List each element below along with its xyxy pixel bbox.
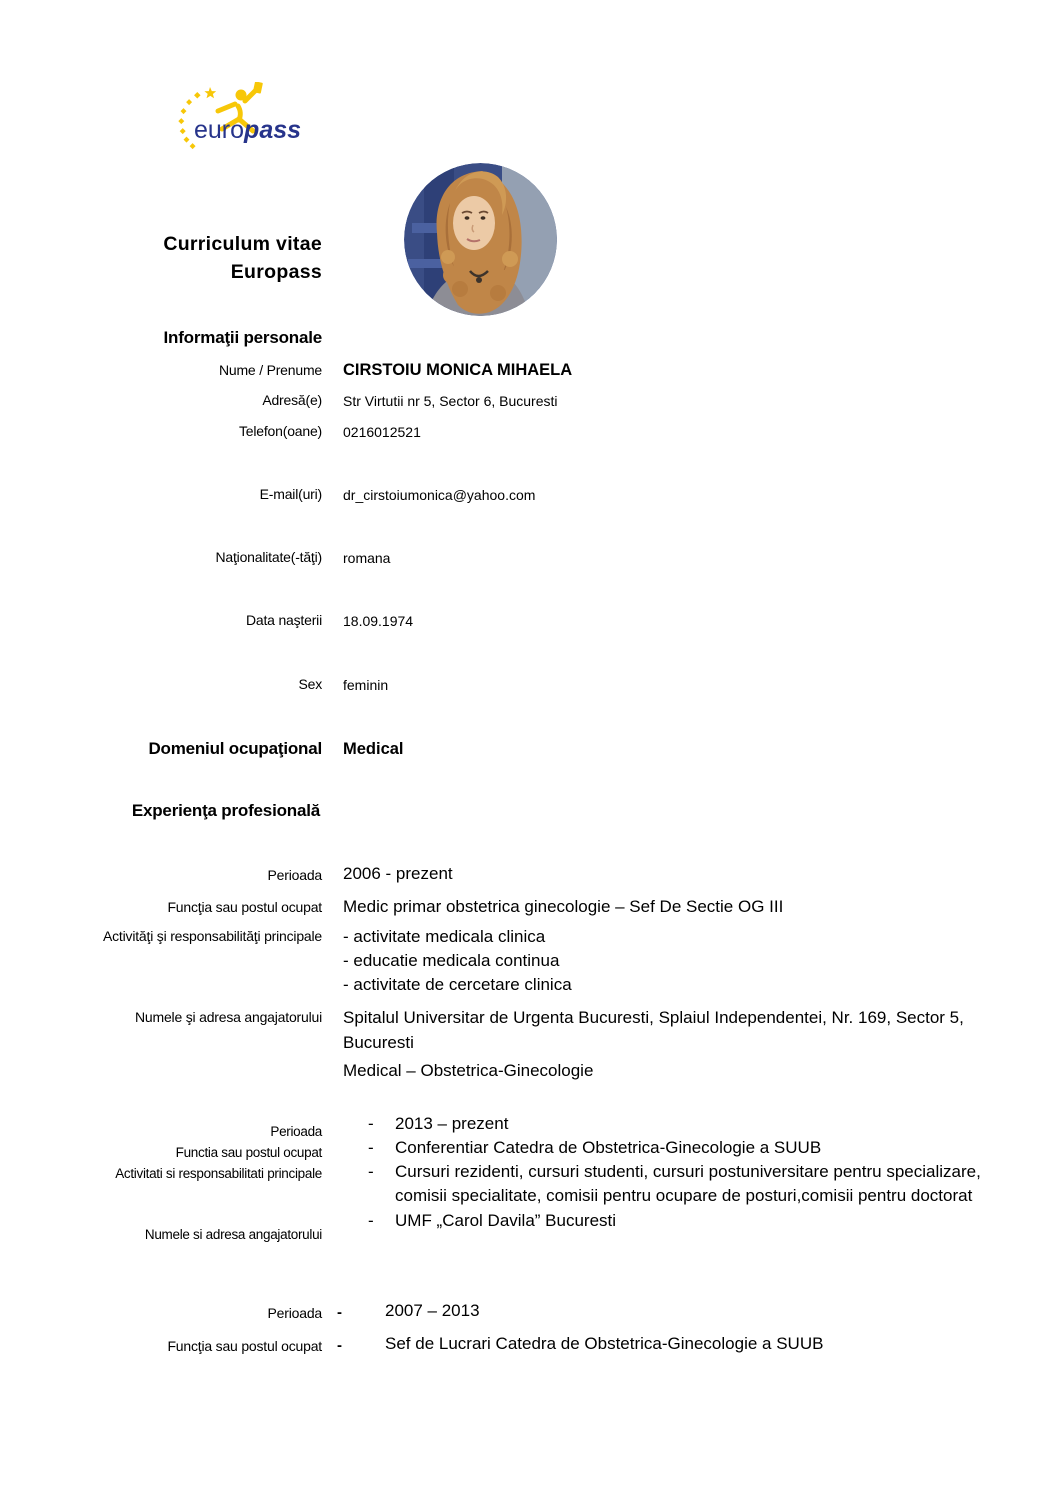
job1-activities-label: Activităţi şi responsabilităţi principale	[102, 928, 322, 944]
logo-euro-text: euro	[194, 116, 245, 144]
phone-value: 0216012521	[343, 424, 421, 440]
job1-sector-value: Medical – Obstetrica-Ginecologie	[343, 1061, 594, 1080]
bullet-dash: -	[368, 1211, 374, 1230]
job1-employer-value: Spitalul Universitar de Urgenta Bucuresti, Splaiul Independentei, Nr. 169, Sector 5, Bucuresti	[343, 1008, 964, 1052]
occupation-label: Domeniul ocupaţional	[148, 739, 322, 758]
cv-title-line2: Europass	[230, 261, 322, 283]
cv-title	[0, 230, 322, 286]
section-header-personal: Informaţii personale	[163, 328, 322, 347]
email-value: dr_cirstoiumonica@yahoo.com	[343, 487, 536, 503]
bullet-dash: -	[368, 1138, 374, 1157]
bullet-dash: -	[337, 1337, 342, 1354]
email-label: E-mail(uri)	[259, 486, 322, 502]
nationality-value: romana	[343, 550, 391, 566]
job1-period-label: Perioada	[267, 867, 322, 883]
europass-logo-graphic	[178, 82, 308, 152]
job1-position-label: Funcţia sau postul ocupat	[167, 899, 322, 915]
occupation-value: Medical	[343, 740, 404, 758]
address-value: Str Virtutii nr 5, Sector 6, Bucuresti	[343, 393, 558, 409]
job2-item-text: 2013 – prezent	[395, 1114, 509, 1133]
job2-activities-label: Activitati si responsabilitati principale	[115, 1166, 322, 1181]
job2-item-period	[368, 1112, 1013, 1136]
job3-period-value: 2007 – 2013	[385, 1301, 480, 1320]
section-header-experience: Experienţa profesională	[131, 801, 320, 820]
job2-employer-label: Numele si adresa angajatorului	[144, 1227, 322, 1242]
logo-wordmark	[194, 116, 301, 144]
job2-position-label: Functia sau postul ocupat	[175, 1145, 322, 1160]
birthdate-value: 18.09.1974	[343, 613, 414, 629]
job3-position-value: Sef de Lucrari Catedra de Obstetrica-Ginecologie a SUUB	[385, 1334, 824, 1353]
europass-logo	[178, 82, 308, 152]
nationality-label: Naţionalitate(-tăţi)	[215, 549, 322, 565]
sex-value: feminin	[343, 677, 389, 693]
job2-item-employer	[368, 1209, 1013, 1233]
job3-period-label: Perioada	[267, 1305, 322, 1321]
cv-title-line1: Curriculum vitae	[163, 233, 322, 255]
bullet-dash: -	[368, 1162, 374, 1181]
job2-period-label: Perioada	[270, 1124, 322, 1139]
job2-item-text: Conferentiar Catedra de Obstetrica-Ginecologie a SUUB	[395, 1138, 822, 1157]
address-label: Adresă(e)	[262, 392, 322, 408]
name-value: CIRSTOIU MONICA MIHAELA	[343, 361, 573, 379]
name-label: Nume / Prenume	[218, 362, 322, 378]
job1-activity-line: - activitate de cercetare clinica	[343, 975, 572, 994]
profile-photo-graphic	[404, 163, 557, 316]
logo-figure-head	[236, 90, 247, 101]
job2-item-text: UMF „Carol Davila” Bucuresti	[395, 1211, 617, 1230]
bullet-dash: -	[368, 1114, 374, 1133]
job1-period-value: 2006 - prezent	[343, 864, 453, 883]
logo-flag-icon	[253, 82, 263, 94]
sex-label: Sex	[298, 676, 322, 692]
logo-pass-text: pass	[244, 116, 302, 144]
bullet-dash: -	[337, 1304, 342, 1321]
job1-activity-line: - educatie medicala continua	[343, 951, 560, 970]
phone-label: Telefon(oane)	[238, 423, 322, 439]
job1-employer-label: Numele şi adresa angajatorului	[135, 1009, 322, 1025]
job2-item-text: Cursuri rezidenti, cursuri studenti, cursuri postuniversitare pentru specializare, comisii specialitate, comisii pentru ocupare de posturi,comisii pentru doctorat	[395, 1162, 981, 1205]
birthdate-label: Data naşterii	[246, 612, 322, 628]
job1-activity-line: - activitate medicala clinica	[343, 927, 546, 946]
job2-item-activities	[368, 1160, 1013, 1208]
profile-photo	[404, 163, 557, 316]
job1-activities-list	[343, 925, 572, 997]
job1-position-value: Medic primar obstetrica ginecologie – Sef De Sectie OG III	[343, 897, 784, 916]
job2-item-position	[368, 1136, 1013, 1160]
job3-position-label: Funcţia sau postul ocupat	[167, 1338, 322, 1354]
